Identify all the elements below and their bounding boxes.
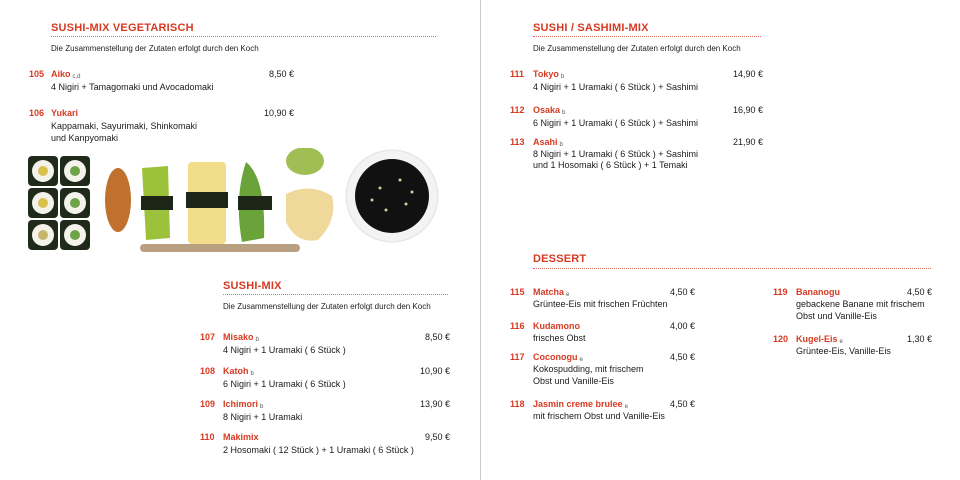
item-number: 112 (510, 105, 525, 115)
item-name: Tokyo $^b$ (533, 69, 565, 80)
item-description: Kappamaki, Sayurimaki, Shinkomaki (51, 121, 198, 131)
item-number: 110 (200, 432, 215, 442)
item-number: 105 (29, 69, 45, 79)
sushi-photo (20, 148, 450, 268)
item-price: 8,50 € (268, 69, 294, 79)
item-description: und 1 Hosomaki ( 6 Stück ) + 1 Temaki (533, 160, 688, 170)
item-number: 120 (773, 334, 789, 344)
item-description: Kokospudding, mit frischem (533, 364, 644, 374)
item-number: 113 (510, 137, 525, 147)
item-number: 119 (773, 287, 788, 297)
item-name: Kudamono (533, 321, 580, 331)
item-number: 117 (510, 352, 525, 362)
item-name: Asahi $^b$ (533, 137, 563, 148)
section-subtitle: Die Zusammenstellung der Zutaten erfolgt durch den Koch (51, 44, 259, 53)
menu-item (200, 331, 452, 357)
item-description: 4 Nigiri + 1 Uramaki ( 6 Stück ) (223, 345, 346, 355)
item-price: 21,90 € (732, 137, 763, 147)
item-description: 6 Nigiri + 1 Uramaki ( 6 Stück ) (223, 379, 346, 389)
section-subtitle: Die Zusammenstellung der Zutaten erfolgt durch den Koch (223, 302, 431, 311)
item-price: 4,50 € (906, 287, 932, 297)
item-description: 2 Hosomaki ( 12 Stück ) + 1 Uramaki ( 6 Stück ) (223, 445, 414, 455)
item-number: 109 (200, 399, 216, 409)
item-name: Misako $^b$ (223, 332, 259, 343)
maki-rolls-image (28, 156, 90, 250)
item-price: 8,50 € (424, 332, 450, 342)
item-price: 10,90 € (419, 366, 450, 376)
tamago-nigiri-image (186, 162, 228, 244)
item-description: 6 Nigiri + 1 Uramaki ( 6 Stück ) + Sashimi (533, 118, 699, 128)
item-name: Ichimori $^b$ (223, 399, 264, 410)
section-divider (51, 36, 436, 37)
item-number: 115 (510, 287, 525, 297)
section-title-sashimi-mix: SUSHI / SASHIMI-MIX (533, 22, 649, 34)
item-price: 1,30 € (906, 334, 932, 344)
item-number: 107 (200, 332, 216, 342)
item-price: 16,90 € (732, 105, 763, 115)
section-divider (533, 268, 931, 269)
item-number: 116 (510, 321, 525, 331)
item-price: 14,90 € (732, 69, 763, 79)
menu-item (510, 320, 697, 346)
item-name: Matcha $^e$ (533, 287, 570, 298)
section-divider (223, 294, 448, 295)
item-description: Obst und Vanille-Eis (796, 311, 877, 321)
item-price: 4,50 € (669, 352, 695, 362)
page-divider (480, 0, 481, 480)
menu-item (29, 107, 299, 145)
menu-item (510, 104, 765, 130)
item-name: Bananogu (796, 287, 840, 297)
item-number: 108 (200, 366, 216, 376)
item-price: 13,90 € (419, 399, 450, 409)
item-description: 8 Nigiri + 1 Uramaki (223, 412, 303, 422)
item-name: Yukari (51, 108, 79, 118)
item-name: Katoh $^b$ (223, 366, 254, 377)
menu-item (773, 286, 934, 324)
item-description: Grüntee-Eis, Vanille-Eis (796, 346, 891, 356)
section-title-dessert: DESSERT (533, 253, 587, 265)
menu-item (29, 68, 299, 94)
item-name: Makimix (223, 432, 259, 442)
wasabi-image (286, 148, 324, 175)
item-name: Osaka $^b$ (533, 105, 566, 116)
item-description: 4 Nigiri + 1 Uramaki ( 6 Stück ) + Sashimi (533, 82, 699, 92)
item-description: und Kanpyomaki (51, 133, 119, 143)
item-price: 9,50 € (424, 432, 450, 442)
item-description: Grüntee-Eis mit frischen Früchten (533, 299, 668, 309)
soy-sauce-bowl-image (346, 150, 438, 242)
item-name: Kugel-Eis $^e$ (796, 334, 843, 345)
menu-item (773, 333, 934, 359)
section-title-sushi-mix: SUSHI-MIX (223, 280, 282, 292)
item-description: frisches Obst (533, 333, 586, 343)
menu-item (200, 398, 452, 424)
section-subtitle: Die Zusammenstellung der Zutaten erfolgt durch den Koch (533, 44, 741, 53)
item-description: mit frischem Obst und Vanille-Eis (533, 411, 665, 421)
avocado-nigiri-image (238, 162, 272, 242)
item-name: Aiko $^{c,d}$ (51, 69, 81, 80)
item-description: gebackene Banane mit frischem (796, 299, 925, 309)
item-description: 4 Nigiri + Tamagomaki und Avocadomaki (51, 82, 214, 92)
item-price: 4,50 € (669, 399, 695, 409)
menu-item (510, 136, 765, 174)
item-description: Obst und Vanille-Eis (533, 376, 614, 386)
item-number: 111 (510, 69, 525, 79)
cucumber-nigiri-image (141, 166, 173, 240)
item-price: 4,00 € (669, 321, 695, 331)
item-name: Jasmin creme brulee $^e$ (533, 399, 628, 410)
section-divider (533, 36, 761, 37)
item-number: 118 (510, 399, 525, 409)
item-name: Coconogu $^e$ (533, 352, 583, 363)
item-description: 8 Nigiri + 1 Uramaki ( 6 Stück ) + Sashimi (533, 149, 699, 159)
menu-item (510, 351, 697, 389)
inari-image (105, 168, 131, 232)
menu-item (200, 365, 452, 391)
menu-item (510, 286, 697, 312)
item-price: 4,50 € (669, 287, 695, 297)
menu-item (200, 431, 452, 457)
menu-item (510, 398, 697, 424)
menu-item (510, 68, 765, 94)
section-title-vegetarian: SUSHI-MIX VEGETARISCH (51, 22, 194, 34)
item-number: 106 (29, 108, 45, 118)
sesame-line-image (140, 244, 300, 252)
ginger-image (286, 188, 333, 240)
item-price: 10,90 € (263, 108, 294, 118)
